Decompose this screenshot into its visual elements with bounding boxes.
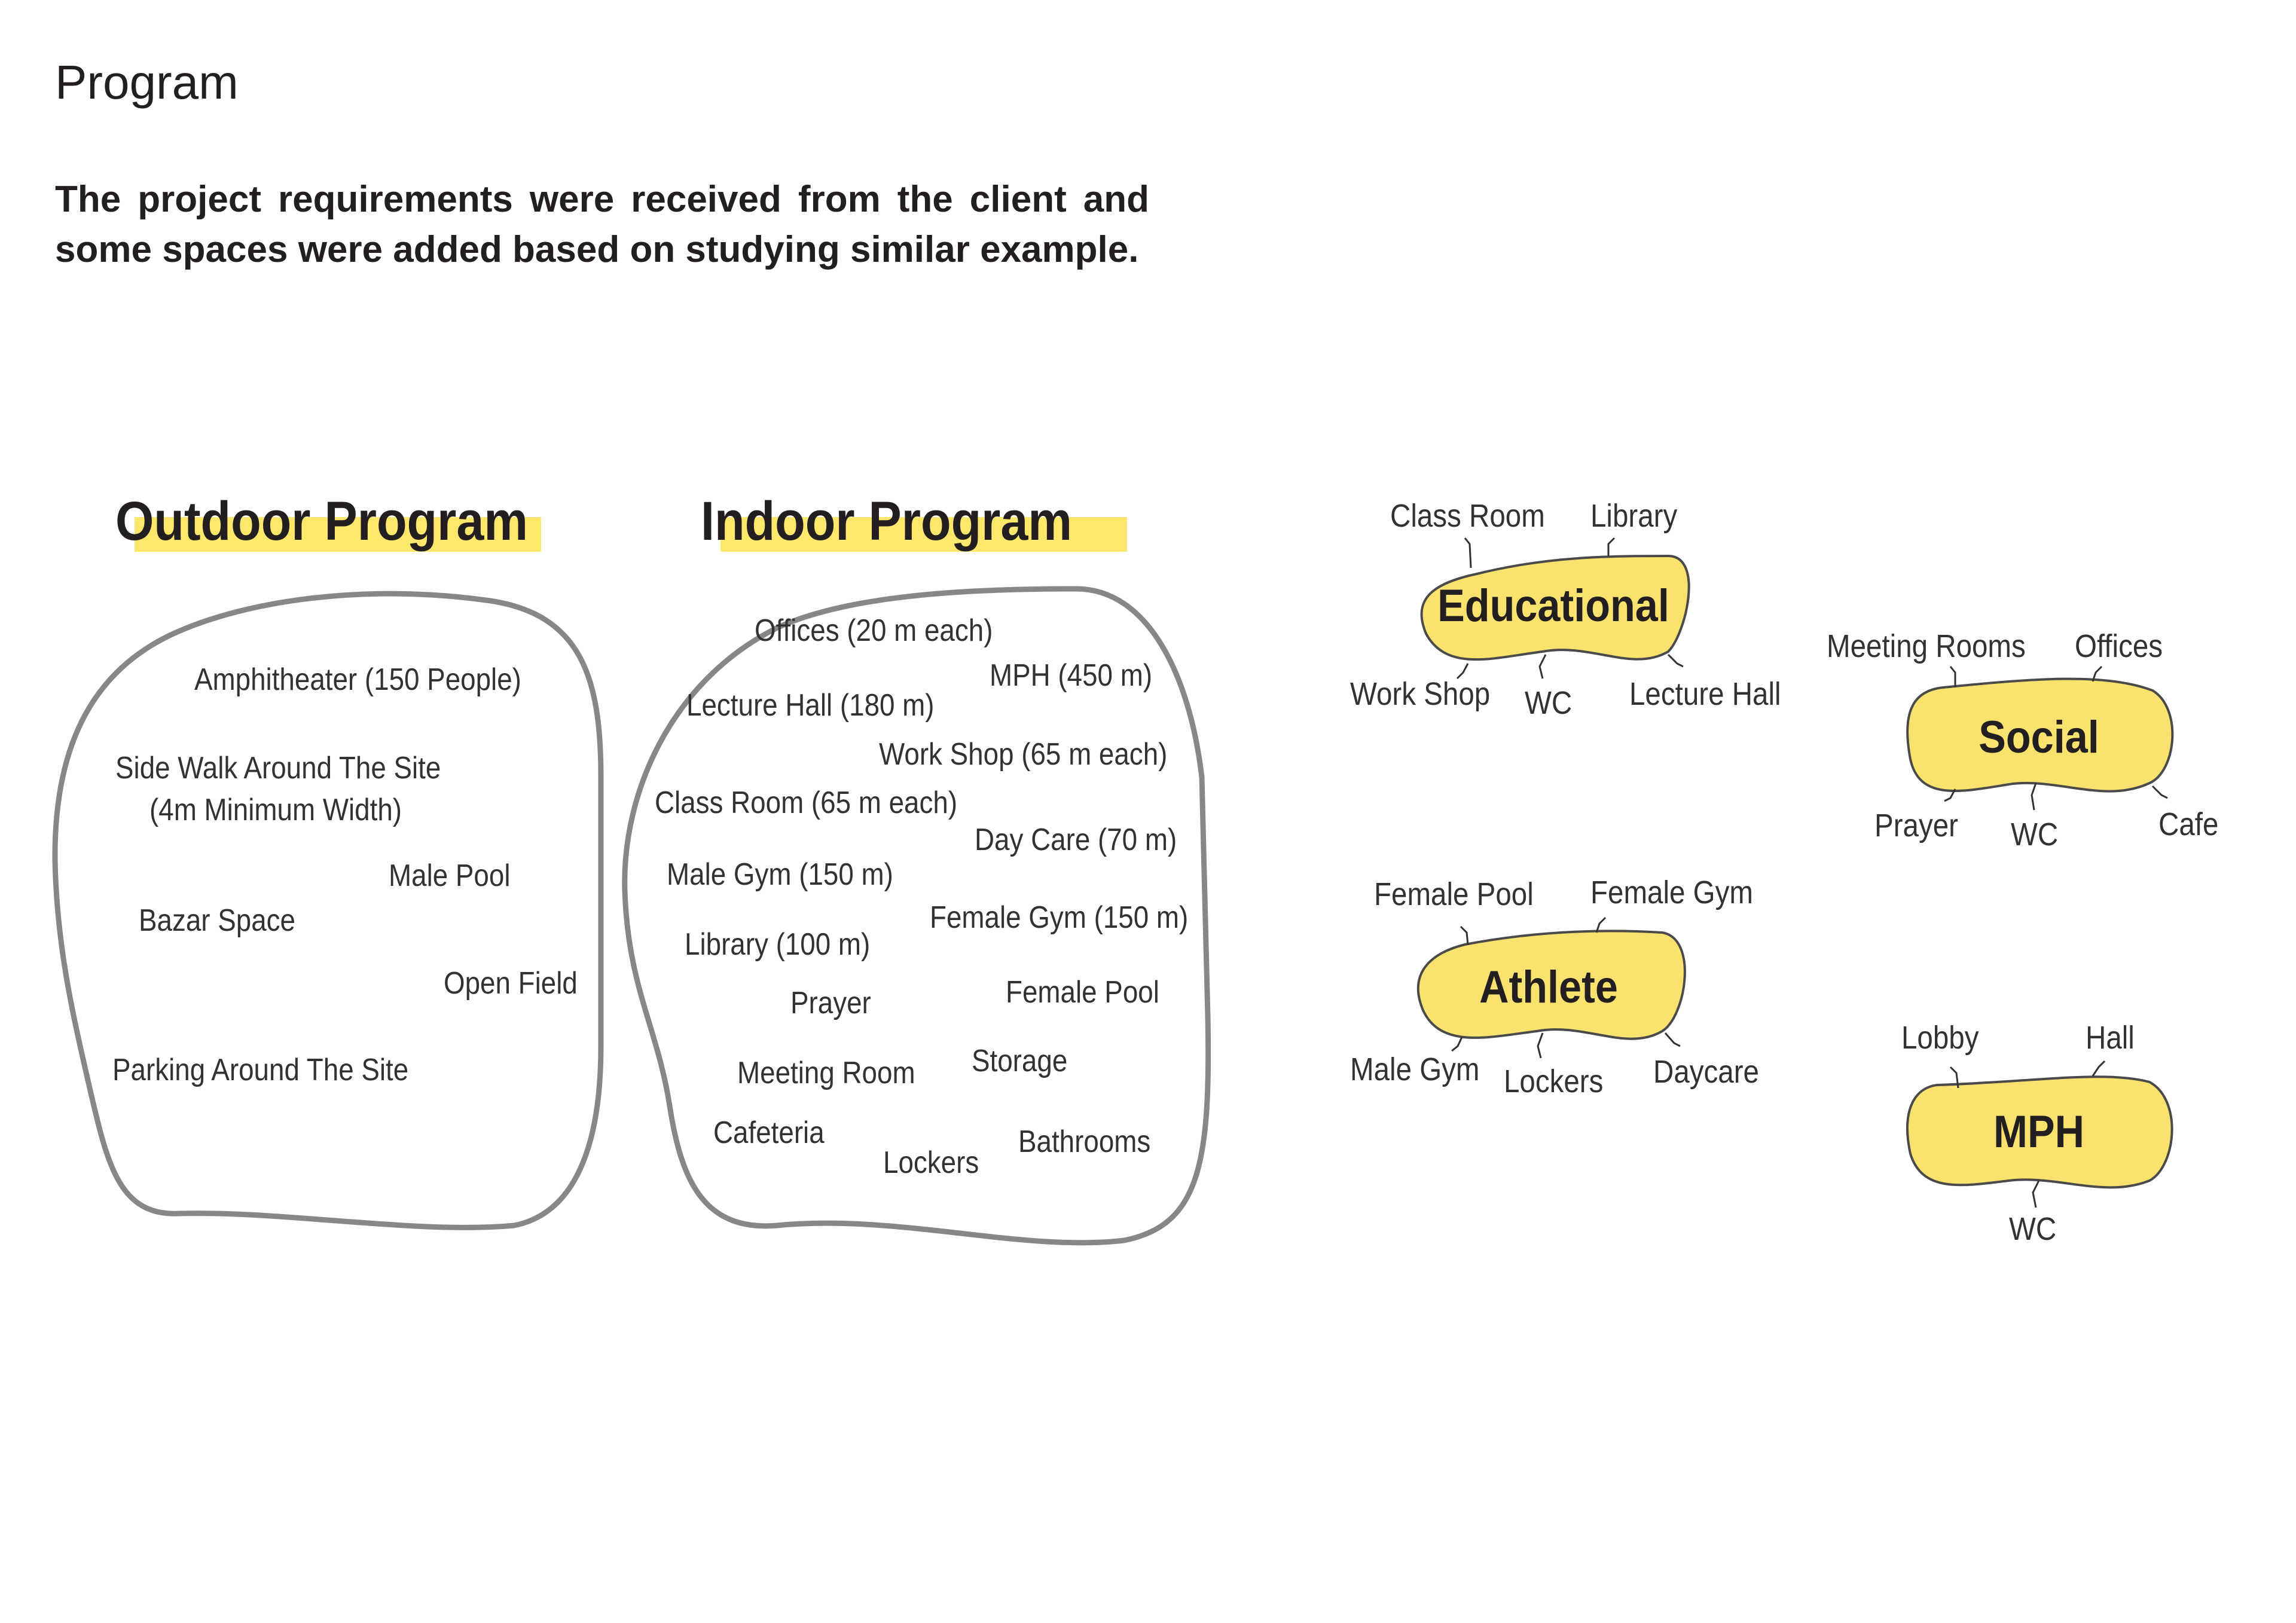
indoor-item: Bathrooms [1018,1124,1151,1159]
indoor-item: Female Pool [1006,975,1159,1010]
page-description: The project requirements were received from the client and some spaces were added based on studying similar example. [55,179,1149,270]
athlete-label: Female Gym [1590,875,1753,910]
indoor-item: Offices (20 m each) [755,613,993,648]
indoor-item: Male Gym (150 m) [667,857,893,892]
indoor-item: Lockers [883,1145,979,1180]
indoor-item: Day Care (70 m) [975,823,1177,857]
indoor-item: Work Shop (65 m each) [879,737,1168,772]
mph-label: WC [2009,1211,2057,1247]
educational-label: Library [1590,498,1678,534]
athlete-label: Male Gym [1350,1052,1480,1087]
mph-label: Lobby [1901,1020,1979,1056]
athlete-cluster-title: Athlete [1479,962,1618,1013]
social-cluster-title: Social [1979,712,2099,763]
athlete-label: Female Pool [1374,876,1534,912]
mph-cluster-title: MPH [1993,1107,2085,1157]
athlete-label: Daycare [1653,1054,1759,1090]
social-label: Prayer [1874,808,1958,843]
outdoor-item: Open Field [444,966,578,1001]
outdoor-item: Male Pool [389,858,511,893]
outdoor-item: (4m Minimum Width) [149,793,402,827]
athlete-label: Lockers [1504,1063,1604,1099]
educational-label: Class Room [1390,498,1545,534]
educational-label: WC [1525,685,1573,721]
outdoor-item: Parking Around The Site [112,1053,409,1087]
indoor-item: MPH (450 m) [990,658,1153,693]
indoor-item: Library (100 m) [685,927,871,962]
educational-cluster-title: Educational [1437,580,1669,631]
social-label: WC [2011,817,2059,852]
outdoor-item: Amphitheater (150 People) [194,662,521,697]
educational-label: Work Shop [1350,676,1491,712]
indoor-heading: Indoor Program [701,491,1073,552]
indoor-item: Female Gym (150 m) [930,900,1189,935]
page-title: Program [55,56,239,109]
outdoor-item: Bazar Space [139,903,296,938]
indoor-item: Class Room (65 m each) [655,785,958,820]
outdoor-heading: Outdoor Program [115,491,529,552]
social-label: Meeting Rooms [1827,628,2026,664]
social-label: Offices [2075,628,2163,664]
indoor-item: Lecture Hall (180 m) [686,688,935,723]
indoor-item: Meeting Room [737,1056,915,1090]
indoor-item: Prayer [790,986,871,1020]
indoor-item: Storage [972,1044,1068,1078]
educational-label: Lecture Hall [1629,676,1781,712]
indoor-item: Cafeteria [713,1115,825,1150]
mph-label: Hall [2086,1020,2135,1056]
social-label: Cafe [2158,806,2219,842]
outdoor-item: Side Walk Around The Site [115,751,441,785]
